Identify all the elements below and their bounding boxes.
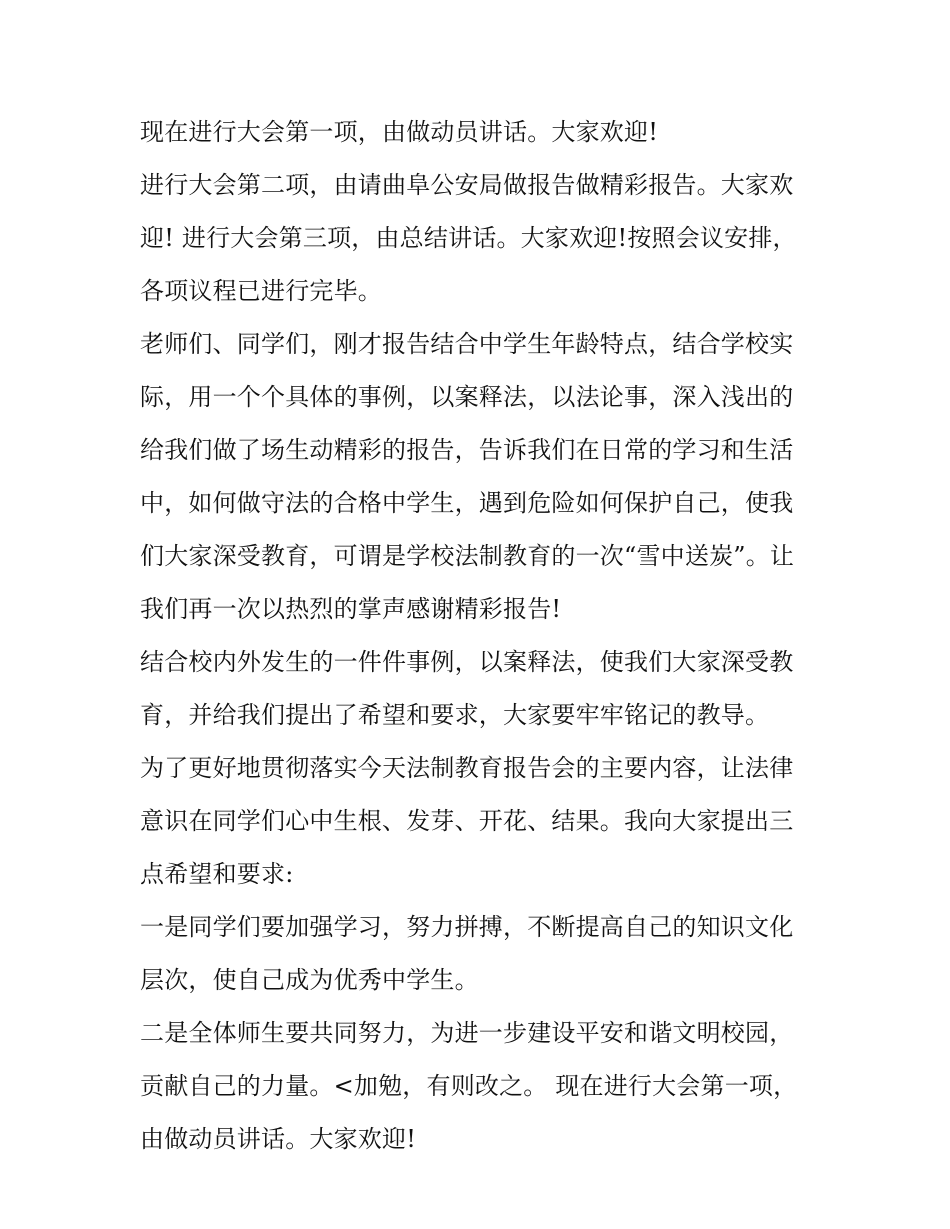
text-line: 层次，使自己成为优秀中学生。 [140,966,479,994]
text-line: 进行大会第二项，由请曲阜公安局做报告做精彩报告。大家欢 [140,171,794,199]
text-line: 育，并给我们提出了希望和要求，大家要牢牢铭记的教导。 [140,701,770,729]
text-line: 各项议程已进行完毕。 [140,277,382,305]
text-line: 老师们、同学们，刚才报告结合中学生年龄特点，结合学校实 [140,330,794,358]
text-line: 一是同学们要加强学习，努力拼搏，不断提高自己的知识文化 [140,913,794,941]
text-line: 我们再一次以热烈的掌声感谢精彩报告! [140,595,562,623]
text-line: 贡献自己的力量。<加勉，有则改之。 现在进行大会第一项， [140,1072,798,1100]
text-line: 们大家深受教育，可谓是学校法制教育的一次“雪中送炭”。让 [140,542,795,570]
text-line: 现在进行大会第一项，由做动员讲话。大家欢迎! [140,118,659,146]
text-line: 结合校内外发生的一件件事例，以案释法，使我们大家深受教 [140,648,794,676]
text-line: 际，用一个个具体的事例，以案释法，以法论事，深入浅出的 [140,383,794,411]
document-body [140,106,820,1166]
text-line: 中，如何做守法的合格中学生，遇到危险如何保护自己，使我 [140,489,794,517]
text-line: 意识在同学们心中生根、发芽、开花、结果。我向大家提出三 [140,807,794,835]
text-line: 为了更好地贯彻落实今天法制教育报告会的主要内容，让法律 [140,754,794,782]
text-line: 迎! 进行大会第三项，由总结讲话。大家欢迎!按照会议安排， [140,224,797,252]
text-line: 二是全体师生要共同努力，为进一步建设平安和谐文明校园， [140,1019,794,1047]
text-line: 给我们做了场生动精彩的报告，告诉我们在日常的学习和生活 [140,436,794,464]
text-line: 由做动员讲话。大家欢迎! [140,1125,417,1153]
text-line: 点希望和要求: [140,860,294,888]
